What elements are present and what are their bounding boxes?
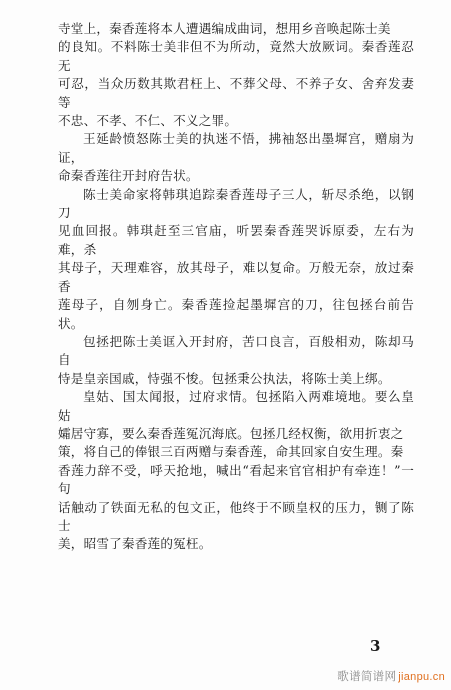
paragraph-1: 寺堂上，秦香莲将本人遭遇编成曲词，想用乡音唤起陈士美 的良知。不料陈士美非但不为所动，竟然大放厥词。秦香莲忍无 可忍，当众历数其欺君枉上、不葬父母、不养子女、舍弃发妻等 不忠、不孝、不仁、不义之罪。 (58, 21, 414, 129)
body-text (58, 20, 414, 554)
page-number: 3 (370, 637, 381, 655)
paragraph-3: 陈士美命家将韩琪追踪秦香莲母子三人，斩尽杀绝，以钢刀 见血回报。韩琪赶至三官庙，听罢秦香莲哭诉原委，左右为难，杀 其母子，天理难容，放其母子，难以复命。万般无奈，放过秦香 莲母子，自刎身亡。秦香莲捡起墨墀宫的刀，往包拯台前告状。 (58, 186, 414, 331)
paragraph-5: 皇姑、国太闻报，过府求情。包拯陷入两难境地。要么皇姑 孀居守寡，要么秦香莲冤沉海底。包拯几经权衡，欲用折衷之 策，将自己的俸银三百两赠与秦香莲，命其回家自安生理。秦 香莲力辞不受，呼天抢地，喊出“看起来官官相护有牵连！”一句 话触动了铁面无私的包文正，他终于不顾皇权的压力，铡了陈士 美，昭雪了秦香莲的冤枉。 (58, 389, 414, 552)
paragraph-4: 包拯把陈士美诓入开封府，苦口良言，百般相劝，陈却马自 恃是皇亲国戚，恃强不悛。包拯秉公执法，将陈士美上绑。 (58, 333, 414, 386)
watermark-text: 歌谱简谱网 (337, 669, 397, 683)
paragraph-2: 王延龄愤怒陈士美的执迷不悟，拂袖怒出墨墀宫，赠扇为证， 命秦香莲往开封府告状。 (58, 131, 414, 184)
watermark (337, 668, 445, 684)
watermark-domain: jianpu.cn (398, 671, 445, 683)
